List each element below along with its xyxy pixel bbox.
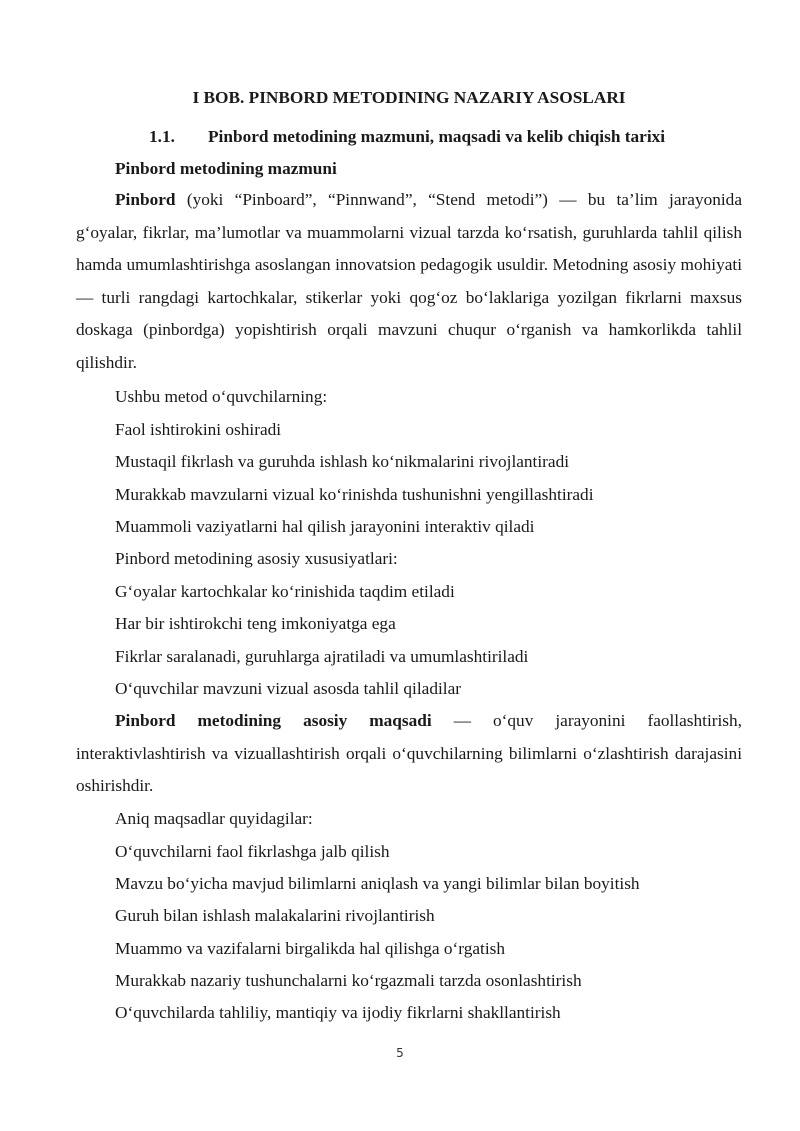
goal-item: Muammo va vazifalarni birgalikda hal qilishga o‘rgatish [115, 939, 506, 958]
goal-item: O‘quvchilarda tahliliy, mantiqiy va ijodiy fikrlarni shakllantirish [115, 1003, 561, 1022]
subheading: Pinbord metodining mazmuni [115, 159, 337, 178]
benefit-item: Faol ishtirokini oshiradi [115, 420, 282, 439]
page-number: 5 [396, 1046, 404, 1060]
goal-text: — o‘quv jarayonini faollashtirish, interaktivlashtirish va vizuallashtirish orqali o‘quvchilarning bilimlarni o‘zlashtirish darajasini oshirishdir. [76, 711, 742, 795]
benefit-item: Muammoli vaziyatlarni hal qilish jarayonini interaktiv qiladi [115, 517, 535, 536]
goal-item: Guruh bilan ishlash malakalarini rivojlantirish [115, 906, 435, 925]
features-intro: Pinbord metodining asosiy xususiyatlari: [115, 549, 398, 568]
section-title: Pinbord metodining mazmuni, maqsadi va kelib chiqish tarixi [208, 127, 666, 146]
intro-paragraph [76, 184, 742, 379]
goal-paragraph [76, 705, 742, 803]
intro-term: Pinbord [115, 190, 176, 209]
intro-text: (yoki “Pinboard”, “Pinnwand”, “Stend metodi”) — bu ta’lim jarayonida g‘oyalar, fikrlar, ma’lumotlar va muammolarni vizual tarzda ko‘rsatish, guruhlarda tahlil qilish hamda umumlashtirishga asoslangan innovatsion pedagogik usuldir. Metodning asosiy mohiyati — turli rangdagi kartochkalar, stikerlar yoki qog‘oz bo‘laklariga yozilgan fikrlarni maxsus doskaga (pinbordga) yopishtirish orqali mavzuni chuqur o‘rganish va hamkorlikda tahlil qilishdir. [76, 190, 742, 372]
feature-item: O‘quvchilar mavzuni vizual asosda tahlil qiladilar [115, 679, 461, 698]
feature-item: Fikrlar saralanadi, guruhlarga ajratiladi va umumlashtiriladi [115, 647, 529, 666]
chapter-title: I BOB. PINBORD METODINING NAZARIY ASOSLARI [192, 88, 626, 107]
benefit-item: Mustaqil fikrlash va guruhda ishlash ko‘nikmalarini rivojlantiradi [115, 452, 570, 471]
goal-term: Pinbord metodining asosiy maqsadi [115, 711, 432, 730]
section-number: 1.1. [149, 127, 175, 146]
benefit-item: Murakkab mavzularni vizual ko‘rinishda tushunishni yengillashtiradi [115, 485, 594, 504]
feature-item: G‘oyalar kartochkalar ko‘rinishida taqdim etiladi [115, 582, 455, 601]
section-heading [115, 126, 665, 148]
goals-intro: Aniq maqsadlar quyidagilar: [115, 809, 313, 828]
goal-item: Murakkab nazariy tushunchalarni ko‘rgazmali tarzda osonlashtirish [115, 971, 582, 990]
benefits-intro: Ushbu metod o‘quvchilarning: [115, 387, 328, 406]
goal-item: O‘quvchilarni faol fikrlashga jalb qilish [115, 842, 390, 861]
goal-item: Mavzu bo‘yicha mavjud bilimlarni aniqlash va yangi bilimlar bilan boyitish [115, 874, 640, 893]
feature-item: Har bir ishtirokchi teng imkoniyatga ega [115, 614, 396, 633]
